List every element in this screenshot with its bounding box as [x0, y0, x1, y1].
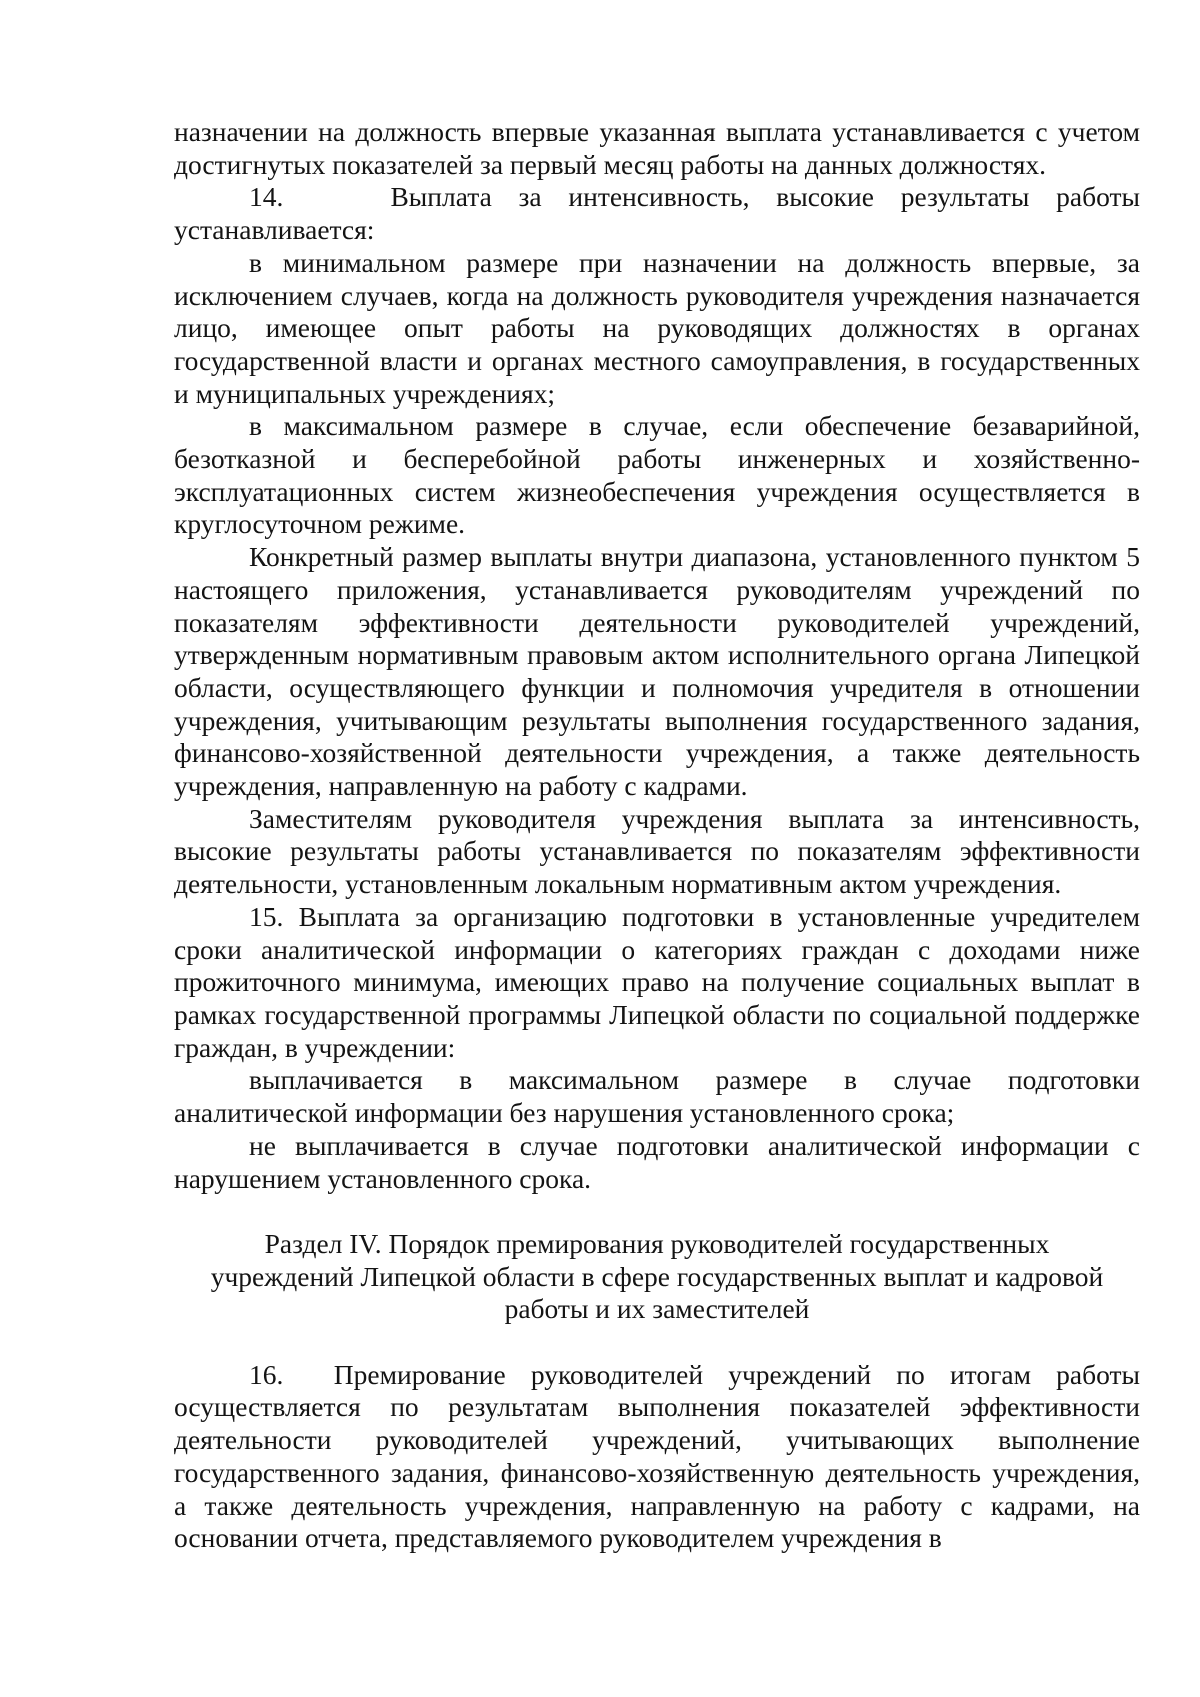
section-heading-line: работы и их заместителей: [504, 1293, 810, 1325]
paragraph-item-16: 16. Премирование руководителей учреждений по итогам работы осуществляется по результатам выполнения показателей эффективности деятельности руководителей учреждений, учитывающих выполнение государственного задания, финансово-хозяйственную деятельность учреждения, а также деятельность учреждения, направленную на работу с кадрами, на основании отчета, представляемого руководителем учреждения в: [174, 1358, 1140, 1554]
paragraph-item-14: 14. Выплата за интенсивность, высокие результаты работы устанавливается:: [174, 181, 1140, 246]
paragraph-paid: выплачивается в максимальном размере в случае подготовки аналитической информации без нарушения установленного срока;: [174, 1064, 1140, 1129]
paragraph-deputies: Заместителям руководителя учреждения выплата за интенсивность, высокие результаты работы устанавливается по показателям эффективности деятельности, установленным локальным нормативным актом учреждения.: [174, 802, 1140, 900]
spacer: [174, 1195, 1140, 1228]
paragraph-not-paid: не выплачивается в случае подготовки аналитической информации с нарушением установленного срока.: [174, 1129, 1140, 1194]
section-heading-line: Раздел IV. Порядок премирования руководителей государственных: [264, 1227, 1050, 1259]
paragraph-specific-size: Конкретный размер выплаты внутри диапазона, установленного пунктом 5 настоящего приложения, устанавливается руководителям учреждений по показателям эффективности деятельности руководителей учреждений, утвержденным нормативным правовым актом исполнительного органа Липецкой области, осуществляющего функции и полномочия учредителя в отношении учреждения, учитывающим результаты выполнения государственного задания, финансово-хозяйственной деятельности учреждения, а также деятельность учреждения, направленную на работу с кадрами.: [174, 541, 1140, 802]
paragraph-item-15: 15. Выплата за организацию подготовки в установленные учредителем сроки аналитической информации о категориях граждан с доходами ниже прожиточного минимума, имеющих право на получение социальных выплат в рамках государственной программы Липецкой области по социальной поддержке граждан, в учреждении:: [174, 900, 1140, 1063]
paragraph-maximum-size: в максимальном размере в случае, если обеспечение безаварийной, безотказной и бесперебойной работы инженерных и хозяйственно-эксплуатационных систем жизнеобеспечения учреждения осуществляется в круглосуточном режиме.: [174, 410, 1140, 540]
section-heading-line: учреждений Липецкой области в сфере государственных выплат и кадровой: [210, 1260, 1104, 1292]
paragraph-minimum-size: в минимальном размере при назначении на должность впервые, за исключением случаев, когда на должность руководителя учреждения назначается лицо, имеющее опыт работы на руководящих должностях в органах государственной власти и органах местного самоуправления, в государственных и муниципальных учреждениях;: [174, 246, 1140, 409]
document-body: [174, 116, 1140, 1555]
spacer: [174, 1326, 1140, 1359]
section-heading: [174, 1228, 1140, 1326]
paragraph-continuation: назначении на должность впервые указанная выплата устанавливается с учетом достигнутых показателей за первый месяц работы на данных должностях.: [174, 116, 1140, 180]
